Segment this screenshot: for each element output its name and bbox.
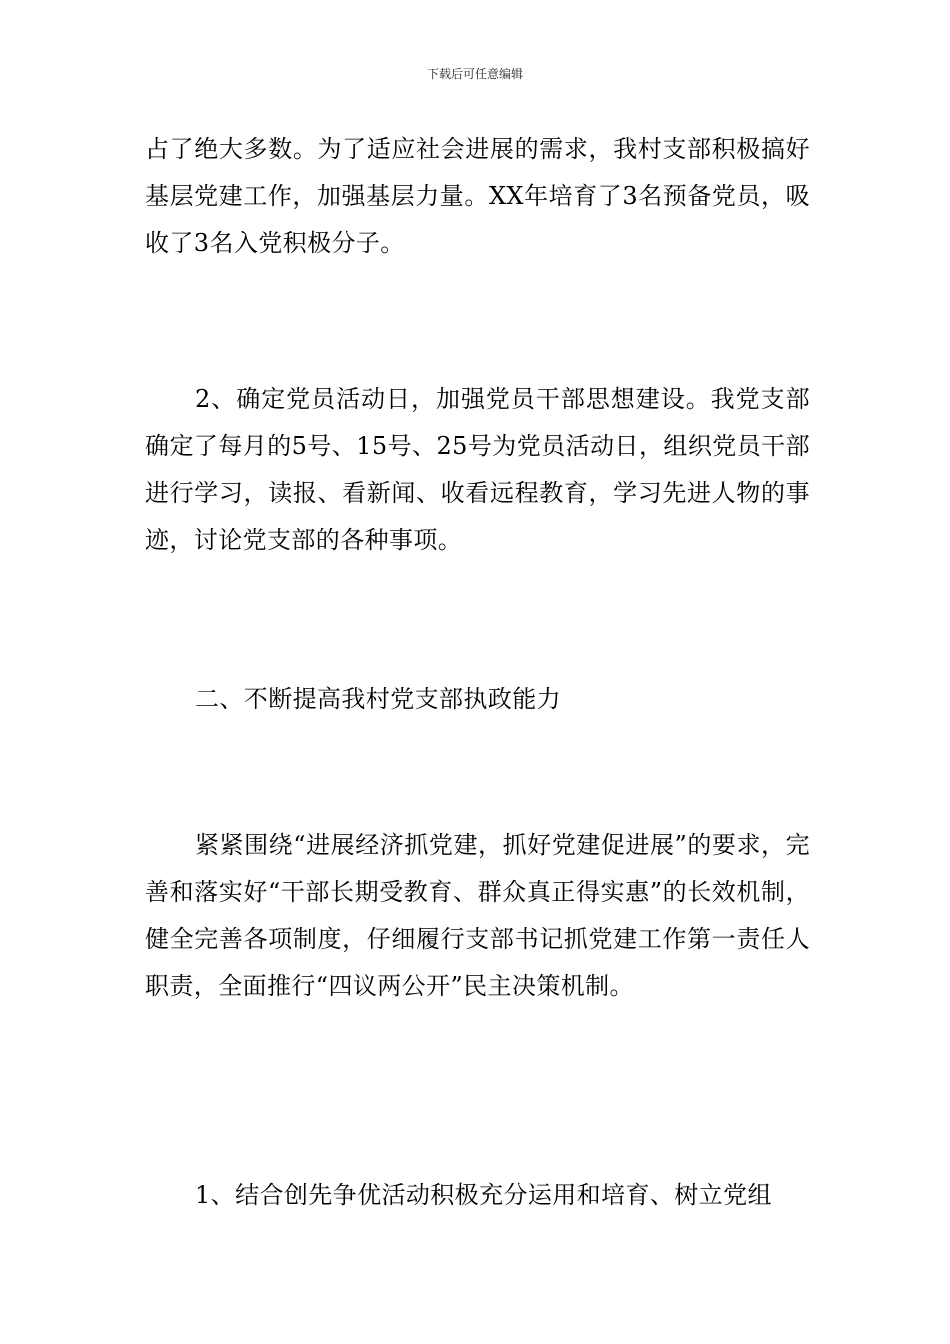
- paragraph-point-1: 1、结合创先争优活动积极充分运用和培育、树立党组: [195, 1181, 772, 1209]
- section-heading: 二、不断提高我村党支部执政能力: [195, 685, 561, 713]
- paragraph-mechanism: 紧紧围绕“进展经济抓党建，抓好党建促进展”的要求，完善和落实好“干部长期受教育、群众真正得实惠”的长效机制，健全完善各项制度，仔细履行支部书记抓党建工作第一责任人职责，全面推行“四议两公开”民主决策机制。: [145, 831, 810, 1000]
- paragraph-continuation: 占了绝大多数。为了适应社会进展的需求，我村支部积极搞好基层党建工作，加强基层力量。XX年培育了3名预备党员，吸收了3名入党积极分子。: [145, 135, 810, 257]
- page-header-note: 下载后可任意编辑: [426, 67, 523, 81]
- paragraph-activity-day: 2、确定党员活动日，加强党员干部思想建设。我党支部确定了每月的5号、15号、25号为党员活动日，组织党员干部进行学习，读报、看新闻、收看远程教育，学习先进人物的事迹，讨论党支部的各种事项。: [145, 385, 810, 554]
